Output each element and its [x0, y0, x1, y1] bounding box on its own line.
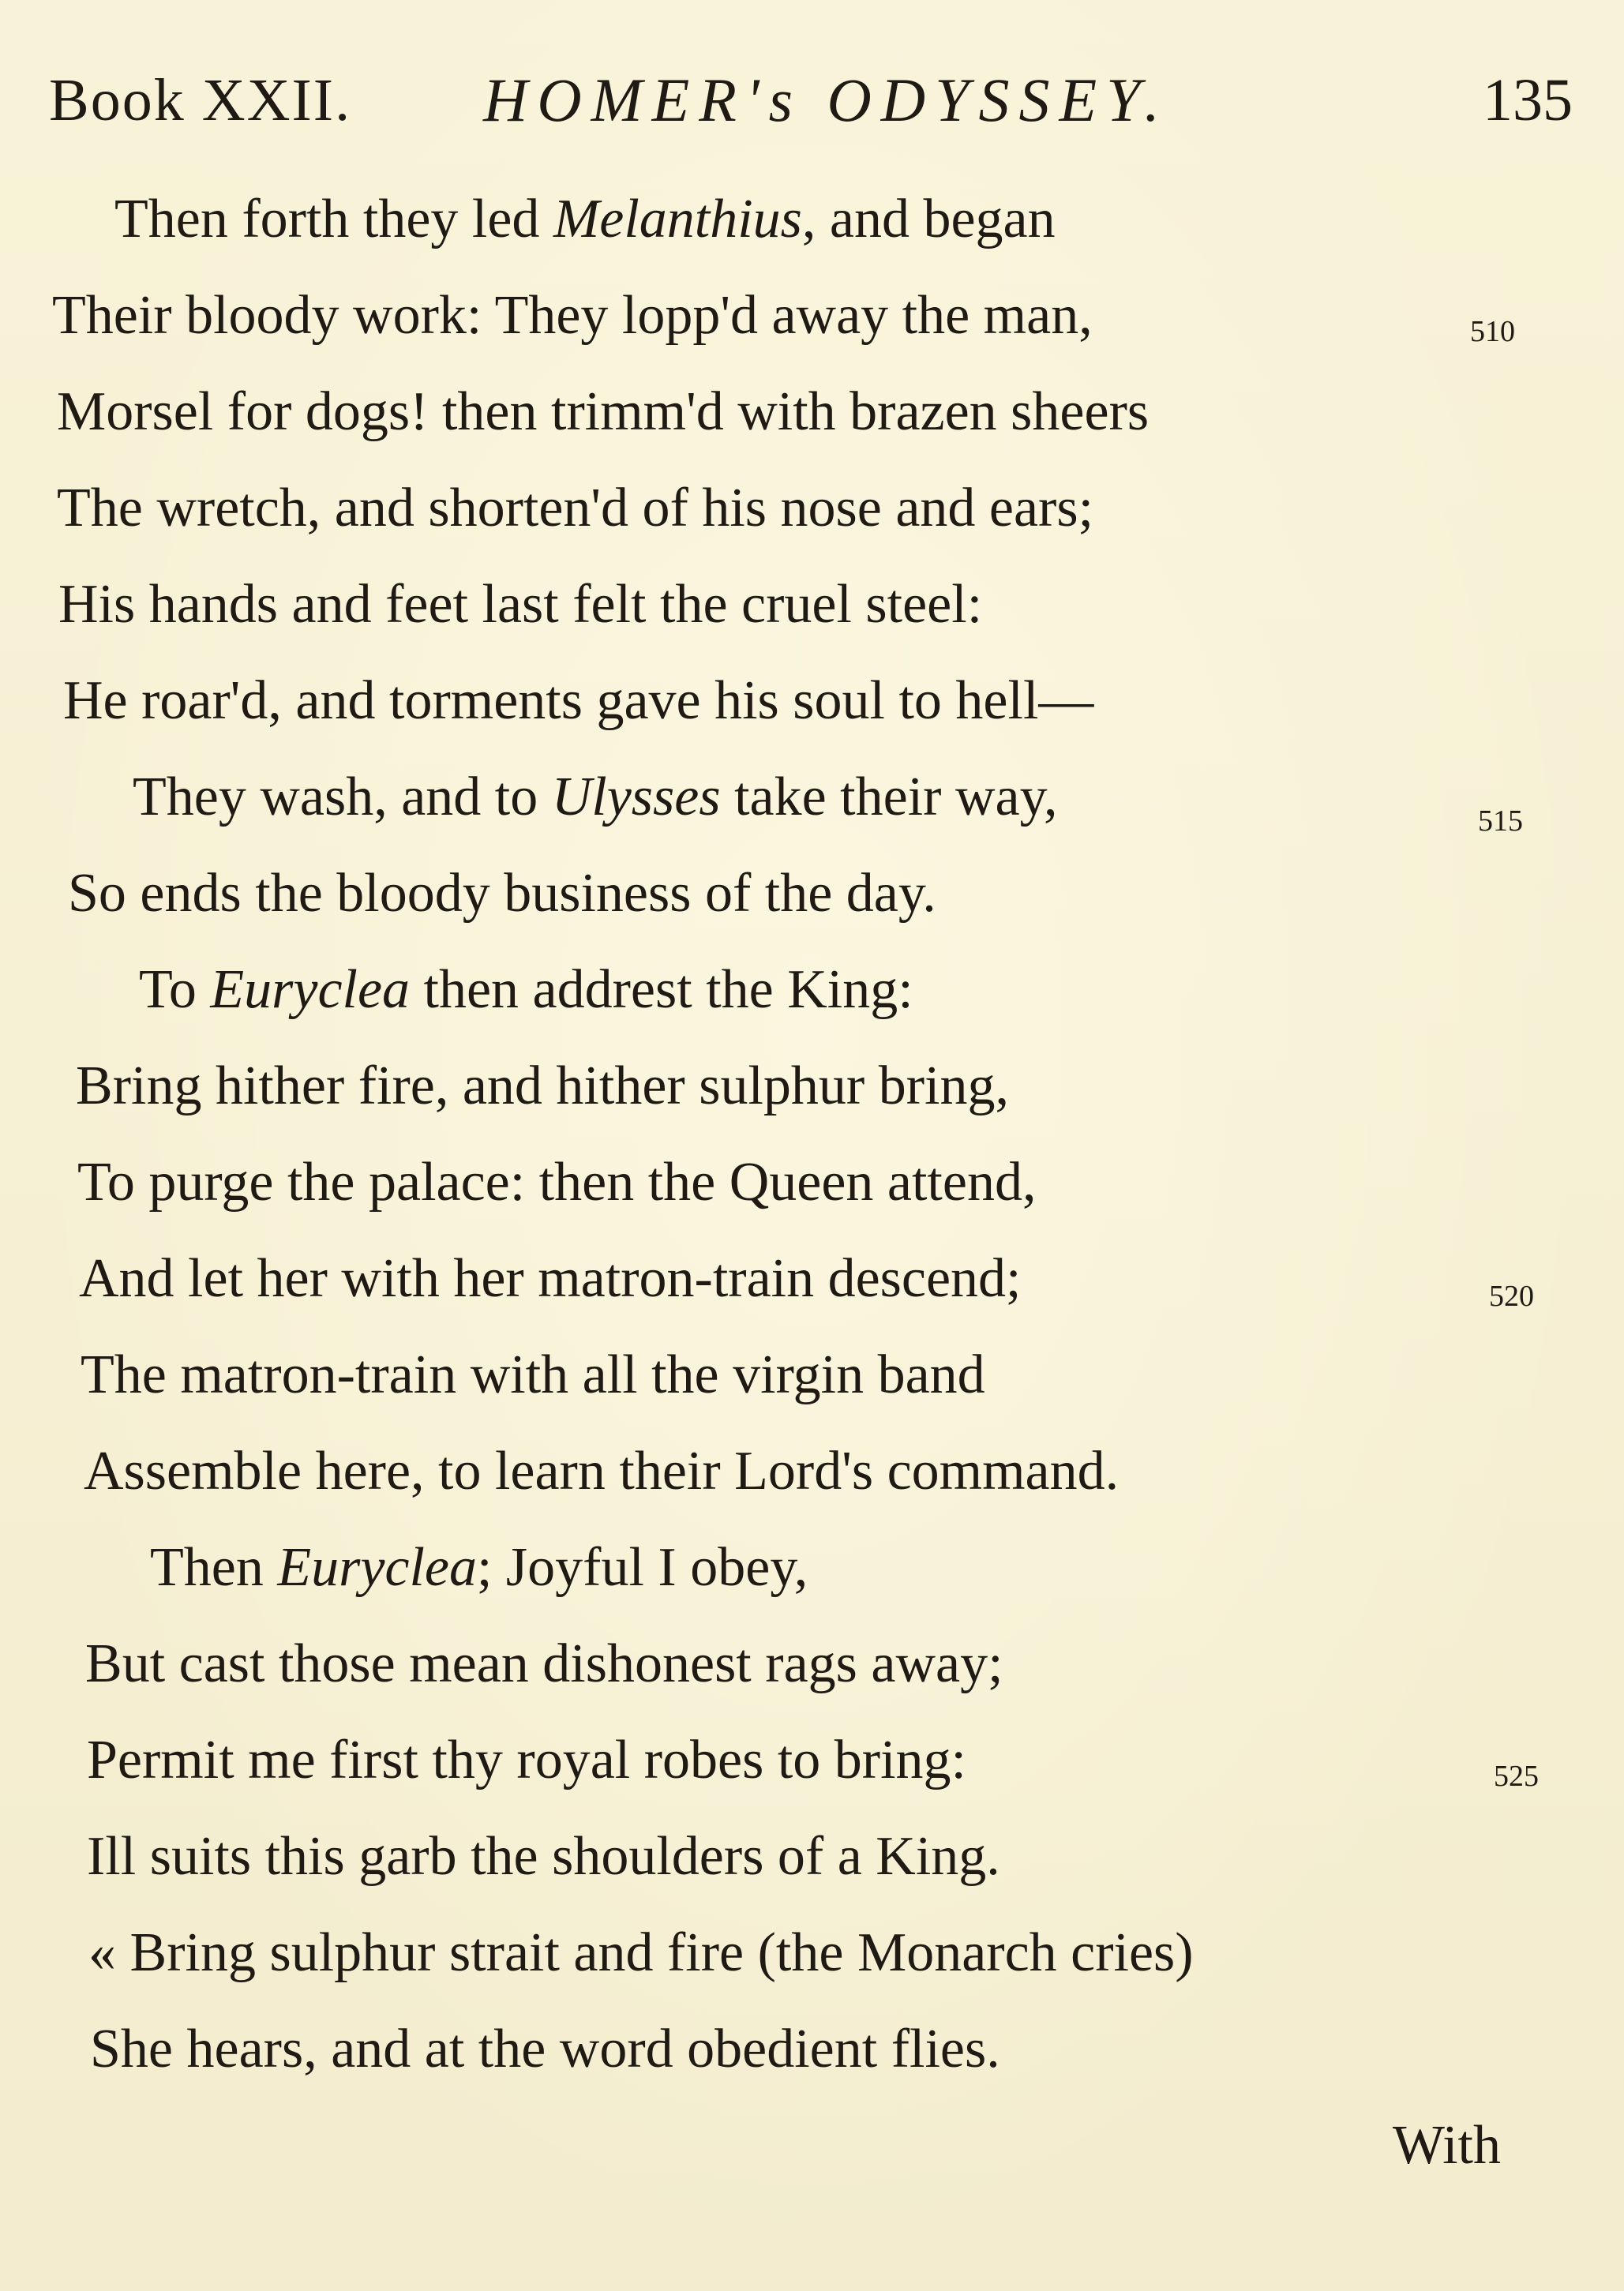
line-number-510: 510 [1470, 315, 1515, 348]
verse-line-8: So ends the bloody business of the day. [68, 863, 936, 924]
verse-line-3: Morsel for dogs! then trimm'd with brazen sheers [57, 381, 1150, 442]
verse-line-14: Assemble here, to learn their Lord's command. [84, 1441, 1120, 1502]
line-number-525: 525 [1494, 1760, 1539, 1793]
verse-line-5: His hands and feet last felt the cruel steel: [58, 574, 983, 635]
line-number-515: 515 [1478, 804, 1523, 838]
running-title: HOMER's ODYSSEY. [483, 66, 1169, 134]
verse-line-10: Bring hither fire, and hither sulphur bring, [76, 1056, 1009, 1116]
book-label: Book XXII. [49, 67, 352, 133]
verse-line-15: Then Euryclea; Joyful I obey, [150, 1537, 808, 1598]
running-header [49, 49, 1573, 152]
verse-line-13: The matron-train with all the virgin band [81, 1344, 985, 1405]
verse-line-2: Their bloody work: They lopp'd away the man, [52, 285, 1093, 346]
verse-line-19: « Bring sulphur strait and fire (the Monarch cries) [88, 1922, 1194, 1983]
verse-line-11: To purge the palace: then the Queen attend, [77, 1152, 1037, 1213]
verse-line-9: To Euryclea then addrest the King: [139, 959, 913, 1020]
page-number: 135 [1483, 67, 1573, 133]
verse-line-4: The wretch, and shorten'd of his nose and ears; [57, 478, 1094, 538]
verse-line-18: Ill suits this garb the shoulders of a King. [87, 1826, 1000, 1887]
verse-line-20: She hears, and at the word obedient flies. [90, 2019, 1000, 2079]
verse-line-12: And let her with her matron-train descend; [79, 1248, 1022, 1309]
verse-line-7: They wash, and to Ulysses take their way, [133, 767, 1058, 827]
catchword: With [1392, 2115, 1501, 2176]
line-number-520: 520 [1489, 1280, 1534, 1313]
verse-line-17: Permit me first thy royal robes to bring: [87, 1730, 966, 1790]
verse-line-16: But cast those mean dishonest rags away; [85, 1633, 1003, 1694]
verse-line-6: He roar'd, and torments gave his soul to hell— [63, 670, 1094, 731]
verse-line-1: Then forth they led Melanthius, and began [114, 189, 1056, 249]
